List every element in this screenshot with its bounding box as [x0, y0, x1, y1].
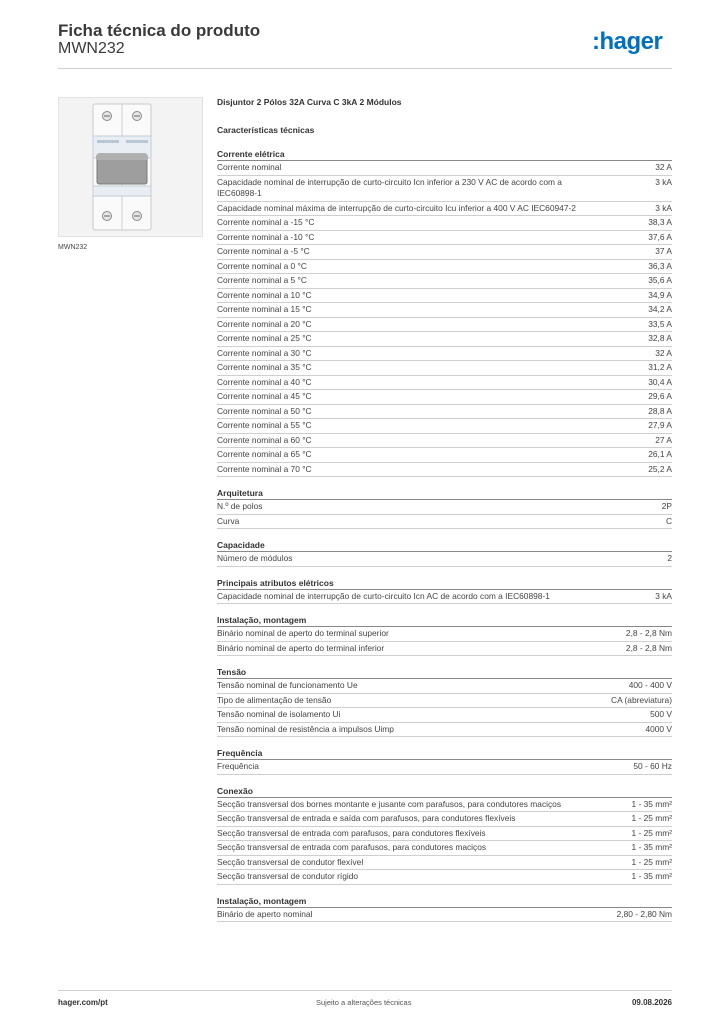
spec-section	[217, 895, 672, 923]
spec-section	[217, 614, 672, 656]
spec-label: Corrente nominal a -5 °C	[217, 246, 310, 256]
spec-value: 3 kA	[655, 176, 672, 187]
spec-value: 27,9 A	[648, 420, 672, 430]
spec-row	[217, 827, 672, 842]
spec-row	[217, 434, 672, 449]
spec-section	[217, 785, 672, 885]
spec-label: Binário de aperto nominal	[217, 908, 313, 919]
spec-value: 26,1 A	[648, 449, 672, 459]
spec-label: Corrente nominal a 10 °C	[217, 289, 312, 300]
spec-value: 50 - 60 Hz	[633, 761, 672, 771]
spec-value: CA (abreviatura)	[611, 694, 672, 705]
spec-value: 1 - 25 mm²	[631, 827, 672, 838]
spec-row	[217, 376, 672, 391]
spec-label: Corrente nominal a -10 °C	[217, 231, 315, 242]
spec-label: Secção transversal de entrada e saída com parafusos, para condutores flexíveis	[217, 813, 516, 823]
spec-value: 37 A	[655, 246, 672, 256]
spec-row	[217, 245, 672, 260]
header-divider	[58, 68, 672, 69]
spec-row	[217, 274, 672, 289]
spec-value: 28,8 A	[648, 405, 672, 416]
product-code: MWN232	[58, 40, 125, 57]
spec-row	[217, 552, 672, 567]
spec-label: Tensão nominal de resistência a impulsos Uimp	[217, 723, 394, 734]
spec-row	[217, 723, 672, 738]
section-title: Conexão	[217, 785, 672, 798]
spec-row	[217, 812, 672, 827]
spec-value: 2,80 - 2,80 Nm	[616, 908, 672, 919]
spec-value: 500 V	[650, 709, 672, 719]
section-title: Instalação, montagem	[217, 614, 672, 627]
spec-label: Número de módulos	[217, 553, 293, 563]
spec-row	[217, 347, 672, 362]
footer-note: Sujeito a alterações técnicas	[316, 998, 412, 1007]
spec-value: 34,9 A	[648, 289, 672, 300]
spec-row	[217, 908, 672, 923]
spec-label: Binário nominal de aperto do terminal superior	[217, 628, 389, 638]
spec-label: Corrente nominal a 20 °C	[217, 318, 312, 329]
spec-label: Frequência	[217, 761, 259, 771]
spec-section	[217, 577, 672, 605]
spec-row	[217, 260, 672, 275]
spec-row	[217, 463, 672, 478]
spec-label: Capacidade nominal máxima de interrupção de curto-circuito Icu inferior a 400 V AC IEC60947-2	[217, 202, 576, 213]
spec-label: Secção transversal de entrada com parafusos, para condutores flexíveis	[217, 827, 486, 838]
spec-section	[217, 747, 672, 775]
spec-sections	[217, 148, 672, 922]
spec-value: 2P	[661, 501, 672, 511]
spec-value: 38,3 A	[648, 217, 672, 227]
section-title: Arquitetura	[217, 487, 672, 500]
spec-row	[217, 405, 672, 420]
spec-value: 1 - 35 mm²	[631, 842, 672, 852]
spec-label: Corrente nominal a 55 °C	[217, 420, 312, 430]
spec-value: 2,8 - 2,8 Nm	[625, 642, 672, 653]
spec-label: N.º de polos	[217, 501, 263, 511]
spec-section	[217, 148, 672, 477]
spec-section	[217, 539, 672, 567]
spec-label: Curva	[217, 515, 240, 526]
footer-website: hager.com/pt	[58, 998, 108, 1007]
spec-row	[217, 390, 672, 405]
spec-label: Corrente nominal a 65 °C	[217, 449, 312, 459]
spec-section	[217, 666, 672, 737]
spec-row	[217, 231, 672, 246]
spec-row	[217, 590, 672, 605]
spec-row	[217, 870, 672, 885]
spec-value: 32 A	[655, 347, 672, 358]
section-title: Frequência	[217, 747, 672, 760]
spec-row	[217, 289, 672, 304]
spec-value: 36,3 A	[648, 260, 672, 271]
spec-value: 33,5 A	[648, 318, 672, 329]
spec-value: 30,4 A	[648, 376, 672, 387]
spec-label: Corrente nominal a 40 °C	[217, 376, 312, 387]
section-title: Capacidade	[217, 539, 672, 552]
spec-row	[217, 419, 672, 434]
section-title: Principais atributos elétricos	[217, 577, 672, 590]
spec-row	[217, 361, 672, 376]
spec-row	[217, 694, 672, 709]
spec-row	[217, 627, 672, 642]
spec-label: Capacidade nominal de interrupção de curto-circuito Icn inferior a 230 V AC de acordo com a IEC60898-1	[217, 176, 562, 198]
spec-row	[217, 161, 672, 176]
spec-label: Corrente nominal a 60 °C	[217, 434, 312, 445]
spec-label: Corrente nominal a 15 °C	[217, 304, 312, 314]
spec-label: Binário nominal de aperto do terminal inferior	[217, 642, 385, 653]
spec-value: 2,8 - 2,8 Nm	[625, 628, 672, 638]
spec-value: 34,2 A	[648, 304, 672, 314]
section-title: Tensão	[217, 666, 672, 679]
spec-label: Tensão nominal de funcionamento Ue	[217, 680, 358, 690]
spec-label: Corrente nominal a 70 °C	[217, 463, 312, 474]
image-caption: MWN232	[58, 244, 88, 251]
spec-value: 1 - 35 mm²	[631, 871, 672, 881]
spec-value: 400 - 400 V	[628, 680, 672, 690]
spec-label: Secção transversal de entrada com parafusos, para condutores maciços	[217, 842, 487, 852]
spec-label: Corrente nominal a 35 °C	[217, 362, 312, 372]
spec-value: 3 kA	[655, 202, 672, 213]
spec-row	[217, 500, 672, 515]
spec-row	[217, 642, 672, 657]
tech-characteristics-heading: Características técnicas	[217, 125, 315, 135]
spec-label: Tensão nominal de isolamento Ui	[217, 709, 341, 719]
spec-content	[217, 96, 672, 922]
footer-divider	[58, 990, 672, 991]
spec-value: 37,6 A	[648, 231, 672, 242]
spec-value: 32 A	[655, 162, 672, 172]
spec-row	[217, 841, 672, 856]
spec-label: Capacidade nominal de interrupção de curto-circuito Icn AC de acordo com a IEC60898-1	[217, 590, 550, 601]
spec-row	[217, 448, 672, 463]
spec-value: 31,2 A	[648, 362, 672, 372]
spec-value: 1 - 25 mm²	[631, 856, 672, 867]
spec-value: 2	[667, 553, 672, 563]
spec-row	[217, 679, 672, 694]
spec-label: Secção transversal de condutor flexível	[217, 856, 364, 867]
spec-value: 1 - 25 mm²	[631, 813, 672, 823]
spec-label: Secção transversal de condutor rígido	[217, 871, 359, 881]
product-description: Disjuntor 2 Pólos 32A Curva C 3kA 2 Módulos	[217, 97, 402, 107]
spec-value: 32,8 A	[648, 333, 672, 343]
spec-value: 25,2 A	[648, 463, 672, 474]
section-title: Corrente elétrica	[217, 148, 672, 161]
spec-row	[217, 176, 672, 202]
spec-value: 27 A	[655, 434, 672, 445]
spec-row	[217, 318, 672, 333]
section-title: Instalação, montagem	[217, 895, 672, 908]
spec-section	[217, 487, 672, 529]
spec-row	[217, 202, 672, 217]
spec-label: Corrente nominal a 5 °C	[217, 275, 307, 285]
spec-label: Corrente nominal a -15 °C	[217, 217, 315, 227]
spec-value: 29,6 A	[648, 391, 672, 401]
spec-label: Corrente nominal a 0 °C	[217, 260, 307, 271]
spec-value: 1 - 35 mm²	[631, 798, 672, 809]
hager-logo: :hager	[592, 28, 663, 55]
spec-label: Corrente nominal a 45 °C	[217, 391, 312, 401]
spec-label: Secção transversal dos bornes montante e jusante com parafusos, para condutores maciços	[217, 798, 562, 809]
spec-row	[217, 798, 672, 813]
spec-row	[217, 708, 672, 723]
spec-value: 3 kA	[655, 590, 672, 601]
spec-row	[217, 856, 672, 871]
page-title: Ficha técnica do produto	[58, 21, 261, 40]
spec-label: Corrente nominal	[217, 162, 282, 172]
spec-value: 4000 V	[645, 723, 672, 734]
spec-label: Corrente nominal a 50 °C	[217, 405, 312, 416]
spec-row	[217, 303, 672, 318]
spec-value: 35,6 A	[648, 275, 672, 285]
circuit-breaker-illustration	[59, 98, 202, 236]
spec-row	[217, 760, 672, 775]
spec-label: Corrente nominal a 30 °C	[217, 347, 312, 358]
spec-row	[217, 515, 672, 530]
spec-label: Corrente nominal a 25 °C	[217, 333, 312, 343]
spec-row	[217, 216, 672, 231]
product-image	[58, 97, 203, 237]
spec-label: Tipo de alimentação de tensão	[217, 694, 332, 705]
spec-row	[217, 332, 672, 347]
footer-date: 09.08.2026	[631, 998, 672, 1007]
spec-value: C	[665, 515, 672, 526]
